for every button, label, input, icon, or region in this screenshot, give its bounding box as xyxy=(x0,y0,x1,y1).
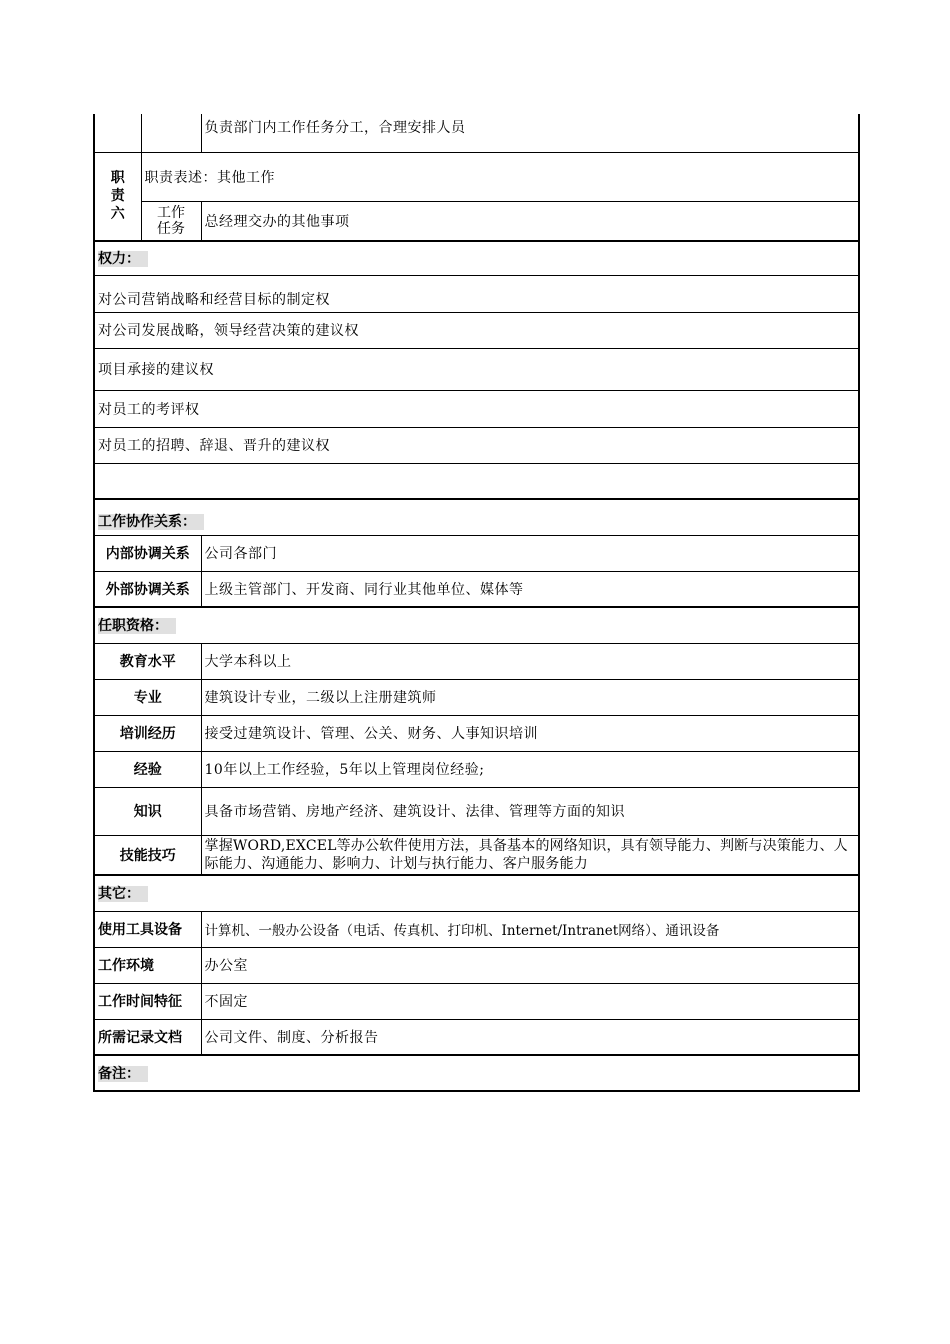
duty-six-description: 职责表述：其他工作 xyxy=(141,152,859,201)
duty-six-label-text: 职 责 六 xyxy=(110,170,125,223)
power-item-5: 对员工的招聘、辞退、晋升的建议权 xyxy=(94,427,859,463)
qualifications-title-text: 任职资格： xyxy=(98,618,176,634)
other-value-documents: 公司文件、制度、分析报告 xyxy=(201,1019,859,1055)
duty-six-task-label xyxy=(141,201,201,241)
relations-section-title xyxy=(94,499,859,535)
other-label-work-time: 工作时间特征 xyxy=(94,983,201,1019)
qualification-value-major: 建筑设计专业，二级以上注册建筑师 xyxy=(201,679,859,715)
power-item-2: 对公司发展战略，领导经营决策的建议权 xyxy=(94,312,859,348)
qualification-value-experience: 10年以上工作经验，5年以上管理岗位经验; xyxy=(201,751,859,787)
qualification-label-experience: 经验 xyxy=(94,751,201,787)
other-label-environment: 工作环境 xyxy=(94,947,201,983)
other-value-work-time: 不固定 xyxy=(201,983,859,1019)
power-item-empty xyxy=(94,463,859,499)
notes-title-text: 备注： xyxy=(98,1066,148,1082)
other-section-title xyxy=(94,875,859,911)
internal-relations-label: 内部协调关系 xyxy=(94,535,201,571)
internal-relations-value: 公司各部门 xyxy=(201,535,859,571)
duty-prev-label-cell xyxy=(94,114,141,152)
powers-title-text: 权力： xyxy=(98,251,148,267)
qualification-label-major: 专业 xyxy=(94,679,201,715)
qualification-value-knowledge: 具备市场营销、房地产经济、建筑设计、法律、管理等方面的知识 xyxy=(201,787,859,835)
relations-title-text: 工作协作关系： xyxy=(98,514,204,530)
qualification-label-education: 教育水平 xyxy=(94,643,201,679)
duty-prev-task-text: 负责部门内工作任务分工，合理安排人员 xyxy=(201,114,859,152)
other-value-tools: 计算机、一般办公设备（电话、传真机、打印机、Internet/Intranet网络）、通讯设备 xyxy=(201,911,859,947)
external-relations-label: 外部协调关系 xyxy=(94,571,201,607)
power-item-4: 对员工的考评权 xyxy=(94,390,859,427)
external-relations-value: 上级主管部门、开发商、同行业其他单位、媒体等 xyxy=(201,571,859,607)
other-label-tools: 使用工具设备 xyxy=(94,911,201,947)
qualification-label-skills: 技能技巧 xyxy=(94,835,201,875)
other-title-text: 其它： xyxy=(98,886,148,902)
qualifications-section-title xyxy=(94,607,859,643)
powers-section-title xyxy=(94,241,859,275)
qualification-label-training: 培训经历 xyxy=(94,715,201,751)
duty-six-task-label-text: 工作 任务 xyxy=(157,204,185,237)
power-item-1: 对公司营销战略和经营目标的制定权 xyxy=(94,275,859,312)
qualification-value-skills: 掌握WORD,EXCEL等办公软件使用方法，具备基本的网络知识，具有领导能力、判断与决策能力、人际能力、沟通能力、影响力、计划与执行能力、客户服务能力 xyxy=(201,835,859,875)
power-item-3: 项目承接的建议权 xyxy=(94,348,859,390)
qualification-value-education: 大学本科以上 xyxy=(201,643,859,679)
other-label-documents: 所需记录文档 xyxy=(94,1019,201,1055)
duty-prev-sub-cell xyxy=(141,114,201,152)
qualification-value-training: 接受过建筑设计、管理、公关、财务、人事知识培训 xyxy=(201,715,859,751)
notes-section-title xyxy=(94,1055,859,1091)
job-description-table xyxy=(93,114,858,1092)
duty-six-label xyxy=(94,152,141,241)
duty-six-task-text: 总经理交办的其他事项 xyxy=(201,201,859,241)
other-value-environment: 办公室 xyxy=(201,947,859,983)
qualification-label-knowledge: 知识 xyxy=(94,787,201,835)
